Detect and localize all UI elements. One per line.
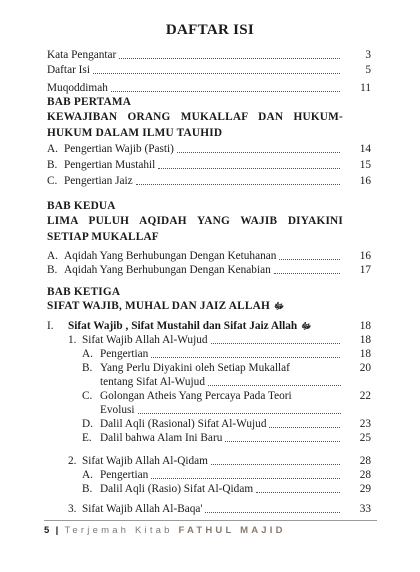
entry-marker: B.: [82, 362, 93, 374]
chapter-subheading: SIFAT WAJIB, MUHAL DAN JAIZ ALLAH ﷻ: [47, 300, 285, 312]
entry-page: 18: [359, 348, 371, 360]
toc-entry[interactable]: [82, 432, 371, 445]
entry-page: 16: [359, 175, 371, 187]
entry-label: Pengertian Jaiz: [64, 175, 133, 187]
entry-label: Pengertian: [100, 469, 149, 481]
entry-label: Aqidah Yang Berhubungan Dengan Ketuhanan: [64, 250, 277, 262]
entry-label: Dalil bahwa Alam Ini Baru: [100, 432, 223, 444]
entry-page: 11: [360, 82, 371, 94]
entry-page: 22: [359, 390, 371, 402]
entry-page: 29: [359, 483, 371, 495]
entry-marker: D.: [82, 418, 93, 430]
entry-label: Yang Perlu Diyakini oleh Setiap Mukallaf: [100, 362, 290, 374]
toc-entry[interactable]: [82, 469, 371, 482]
allah-glyph-icon: ﷻ: [301, 321, 312, 331]
entry-marker: B.: [47, 264, 58, 276]
leader-dots: [205, 511, 340, 513]
entry-marker: B.: [82, 483, 93, 495]
page-footer: [44, 525, 286, 536]
leader-dots: [211, 463, 340, 465]
entry-page: 28: [359, 455, 371, 467]
leader-dots: [111, 90, 340, 92]
entry-marker: 1.: [68, 334, 77, 346]
footer-divider: [44, 520, 377, 521]
entry-label-continued: tentang Sifat Al-Wujud: [100, 376, 205, 388]
chapter-heading: BAB PERTAMA: [47, 96, 132, 108]
toc-entry-continuation: [100, 404, 341, 417]
entry-label: Dalil Aqli (Rasional) Sifat Al-Wujud: [100, 418, 267, 430]
entry-label: Aqidah Yang Berhubungan Dengan Kenabian: [64, 264, 271, 276]
entry-page: 25: [359, 432, 371, 444]
toc-entry[interactable]: [47, 264, 371, 277]
toc-entry-continuation: [100, 376, 341, 389]
toc-entry[interactable]: [47, 143, 371, 156]
leader-dots: [211, 342, 340, 344]
entry-label: Sifat Wajib , Sifat Mustahil dan Sifat Jaiz Allah: [68, 320, 298, 332]
footer-book-title: Terjemah Kitab: [64, 525, 173, 536]
entry-page: 28: [359, 469, 371, 481]
entry-marker: I.: [47, 320, 54, 332]
toc-entry[interactable]: [47, 250, 371, 263]
page-title: DAFTAR ISI: [165, 22, 255, 38]
chapter-subheading: LIMA PULUH AQIDAH YANG WAJIB DIYAKINI SETIAP MUKALLAF: [47, 215, 343, 243]
entry-marker: 2.: [68, 455, 77, 467]
toc-entry[interactable]: [47, 159, 371, 172]
entry-marker: A.: [82, 348, 93, 360]
entry-page: 20: [359, 362, 371, 374]
entry-marker: C.: [82, 390, 93, 402]
leader-dots: [138, 412, 341, 414]
toc-subsection-entry[interactable]: [68, 455, 371, 468]
entry-page: 16: [359, 250, 371, 262]
leader-dots: [208, 384, 341, 386]
footer-separator: |: [55, 525, 59, 536]
leader-dots: [256, 491, 340, 493]
entry-label: Sifat Wajib Allah Al-Wujud: [82, 334, 208, 346]
entry-marker: E.: [82, 432, 92, 444]
entry-marker: A.: [82, 469, 93, 481]
leader-dots: [269, 426, 340, 428]
entry-page: 33: [359, 503, 371, 515]
entry-label: Pengertian Wajib (Pasti): [64, 143, 174, 155]
leader-dots: [225, 440, 340, 442]
entry-page: 18: [359, 334, 371, 346]
chapter-heading: BAB KETIGA: [47, 286, 121, 298]
entry-marker: A.: [47, 143, 58, 155]
footer-book-name: FATHUL MAJID: [178, 525, 286, 536]
entry-marker: B.: [47, 159, 58, 171]
entry-page: 18: [359, 320, 371, 332]
entry-page: 15: [359, 159, 371, 171]
entry-marker: A.: [47, 250, 58, 262]
entry-label: Pengertian Mustahil: [64, 159, 156, 171]
chapter-heading: BAB KEDUA: [47, 200, 116, 212]
toc-section-entry[interactable]: [47, 320, 371, 333]
entry-label: Daftar Isi: [47, 64, 90, 76]
toc-entry[interactable]: [82, 483, 371, 496]
leader-dots: [279, 258, 340, 260]
entry-label: Dalil Aqli (Rasio) Sifat Al-Qidam: [100, 483, 254, 495]
entry-label: Sifat Wajib Allah Al-Baqa': [82, 503, 203, 515]
toc-entry[interactable]: [82, 348, 371, 361]
leader-dots: [158, 167, 340, 169]
entry-label: Kata Pengantar: [47, 49, 117, 61]
leader-dots: [119, 57, 340, 59]
toc-entry[interactable]: [82, 390, 371, 403]
entry-page: 5: [365, 64, 371, 76]
chapter-subheading: KEWAJIBAN ORANG MUKALLAF DAN HUKUM-HUKUM DALAM ILMU TAUHID: [47, 111, 343, 139]
entry-label: Sifat Wajib Allah Al-Qidam: [82, 455, 208, 467]
toc-entry[interactable]: [82, 362, 371, 375]
entry-label-continued: Evolusi: [100, 404, 135, 416]
entry-page: 17: [359, 264, 371, 276]
leader-dots: [93, 72, 340, 74]
entry-label: Muqoddimah: [47, 82, 108, 94]
toc-entry[interactable]: [82, 418, 371, 431]
leader-dots: [136, 183, 340, 185]
allah-glyph-icon: ﷻ: [273, 301, 285, 311]
toc-subsection-entry[interactable]: [68, 503, 371, 516]
entry-page: 14: [359, 143, 371, 155]
toc-subsection-entry[interactable]: [68, 334, 371, 347]
toc-entry-kata-pengantar[interactable]: [47, 49, 371, 62]
leader-dots: [274, 272, 340, 274]
entry-page: 23: [359, 418, 371, 430]
toc-entry-daftar-isi[interactable]: [47, 64, 371, 77]
entry-marker: 3.: [68, 503, 77, 515]
leader-dots: [151, 477, 340, 479]
toc-entry[interactable]: [47, 175, 371, 188]
leader-dots: [151, 356, 340, 358]
entry-marker: C.: [47, 175, 58, 187]
entry-label: Pengertian: [100, 348, 149, 360]
entry-page: 3: [365, 49, 371, 61]
leader-dots: [177, 151, 340, 153]
footer-page-number: 5: [44, 525, 50, 536]
entry-label: Golongan Atheis Yang Percaya Pada Teori: [100, 390, 292, 402]
